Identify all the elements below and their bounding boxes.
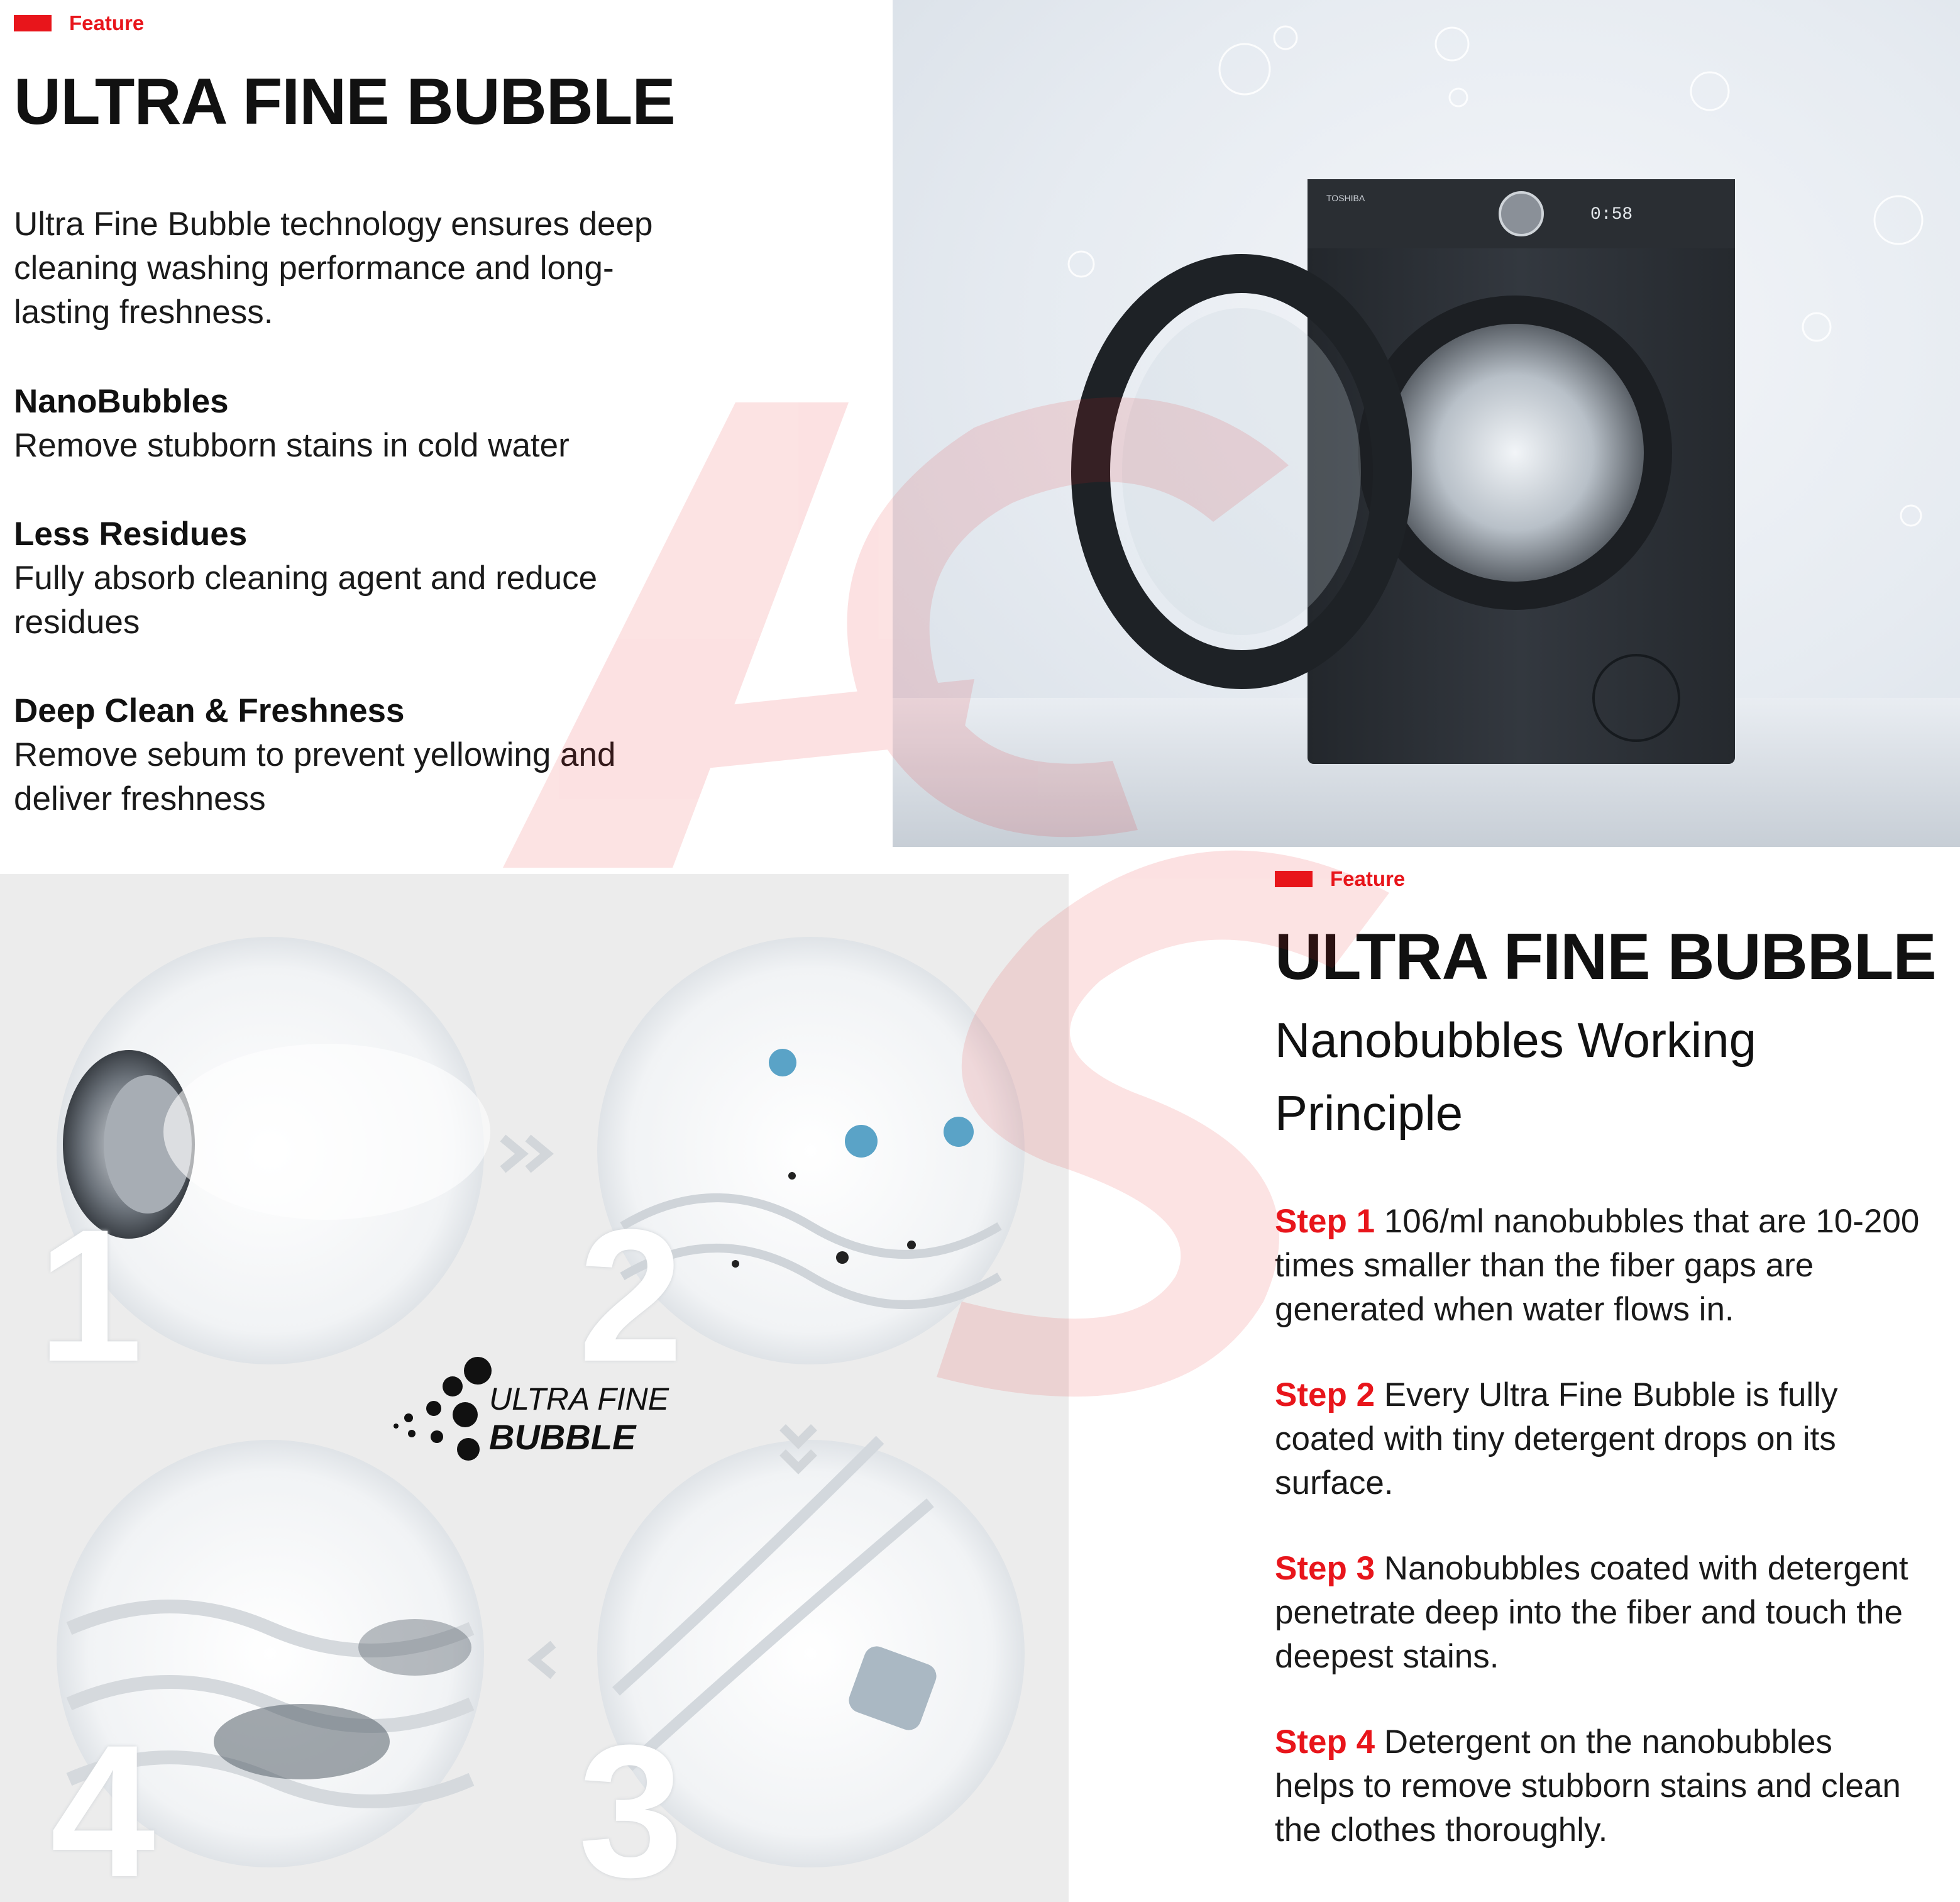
step-2-text: Step 2 Every Ultra Fine Bubble is fully coated with tiny detergent drops on its surface. <box>1275 1376 1838 1501</box>
drum-window <box>1386 324 1644 582</box>
feature-desc: deliver freshness <box>14 780 266 817</box>
ultra-fine-bubble-logo-icon <box>394 1357 492 1461</box>
step-number-4: 4 <box>50 1705 155 1902</box>
step-number-2: 2 <box>578 1190 683 1401</box>
feature-desc: Fully absorb cleaning agent and reduce <box>14 560 598 597</box>
feature-title: Deep Clean & Freshness <box>14 692 405 729</box>
step-label: Step 2 <box>1275 1376 1375 1413</box>
washing-machine-illustration <box>893 0 1960 847</box>
feature-title: Less Residues <box>14 516 248 553</box>
display-readout: 0:58 <box>1590 205 1633 224</box>
feature-desc: Remove sebum to prevent yellowing and <box>14 736 616 773</box>
step-label: Step 3 <box>1275 1550 1375 1587</box>
logo-text-line-1: ULTRA FINE <box>489 1381 669 1417</box>
intro-text: Ultra Fine Bubble technology ensures deep cleaning washing performance and long- lasting freshness. <box>14 206 653 331</box>
feature-nanobubbles <box>14 380 831 468</box>
step-4-text: Step 4 Detergent on the nanobubbles helps to remove stubborn stains and clean the clothes thoroughly. <box>1275 1723 1901 1849</box>
feature-tag-label: Feature <box>1330 867 1406 890</box>
feature-title: NanoBubbles <box>14 383 229 420</box>
step-1-text: Step 1 106/ml nanobubbles that are 10-200 times smaller than the fiber gaps are generated when water flows in. <box>1275 1203 1920 1328</box>
feature-tag-label: Feature <box>69 11 145 35</box>
tag-marker <box>14 15 52 31</box>
section-title: ULTRA FINE BUBBLE <box>1275 921 1936 993</box>
washing-machine-photo <box>893 0 1960 847</box>
feature-desc: Remove stubborn stains in cold water <box>14 427 570 464</box>
program-knob-icon <box>1500 192 1543 235</box>
feature-tag-2 <box>1275 867 1405 891</box>
step-number-3: 3 <box>578 1705 683 1902</box>
feature-tag <box>14 11 144 35</box>
page-title: ULTRA FINE BUBBLE <box>14 65 675 138</box>
step-number-1: 1 <box>38 1190 143 1401</box>
section-subtitle: Nanobubbles Working Principle <box>1275 1012 1757 1141</box>
step-label: Step 1 <box>1275 1203 1375 1240</box>
step-label: Step 4 <box>1275 1723 1375 1761</box>
brand-label: TOSHIBA <box>1326 193 1365 203</box>
feature-less-residues <box>14 512 831 644</box>
logo-text-line-2: BUBBLE <box>489 1417 636 1457</box>
tag-marker <box>1275 871 1313 887</box>
nanobubble-process-diagram <box>0 874 1069 1902</box>
step-3-text: Step 3 Nanobubbles coated with detergent penetrate deep into the fiber and touch the deepest stains. <box>1275 1550 1908 1675</box>
feature-desc: residues <box>14 604 140 641</box>
feature-deep-clean <box>14 689 831 821</box>
